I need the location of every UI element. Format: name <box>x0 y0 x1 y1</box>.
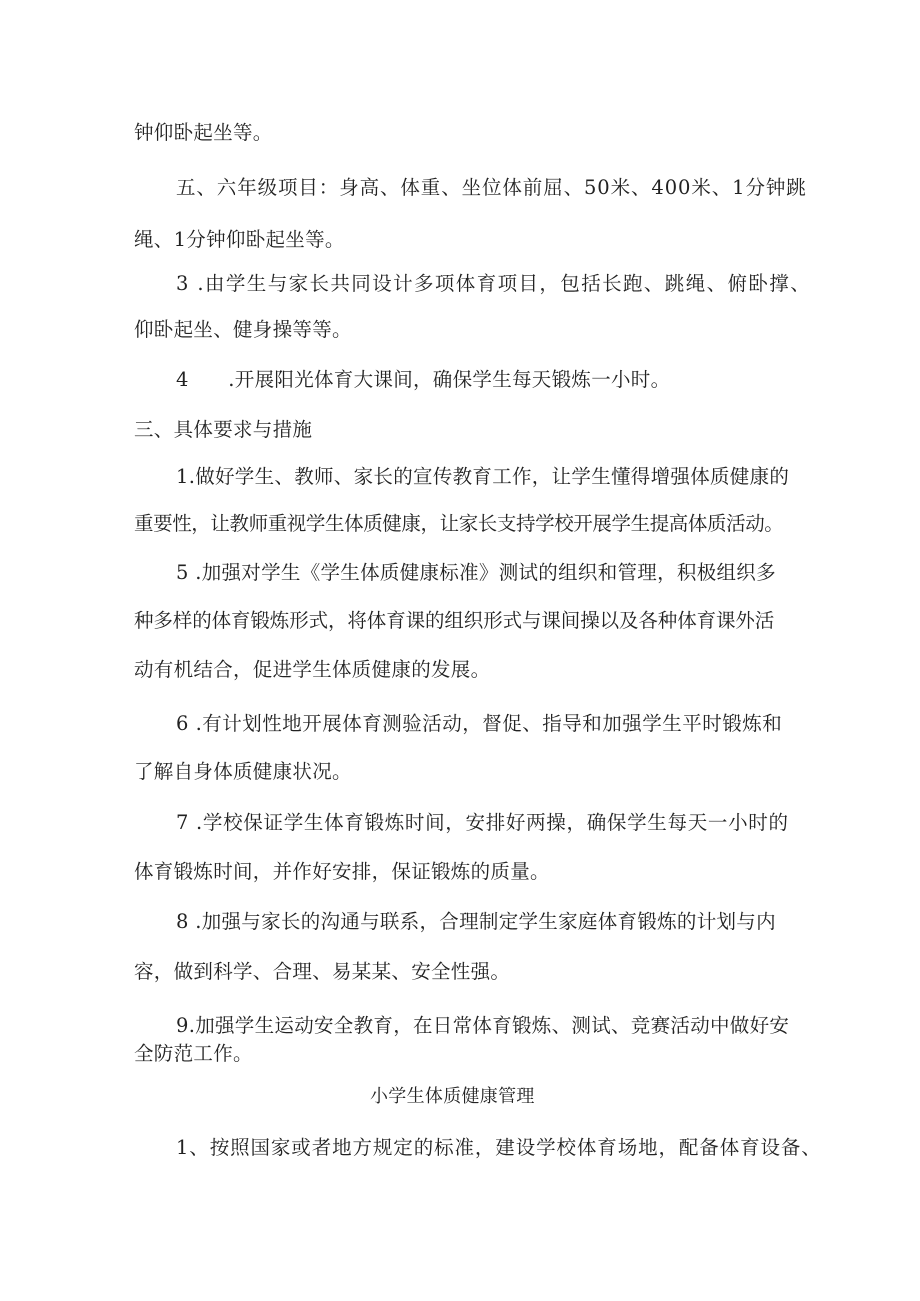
text-line: 重要性，让教师重视学生体质健康，让家长支持学校开展学生提高体质活动。 <box>134 512 784 535</box>
text-line: 6 .有计划性地开展体育测验活动，督促、指导和加强学生平时锻炼和 <box>176 712 783 735</box>
text-line: 4 .开展阳光体育大课间，确保学生每天锻炼一小时。 <box>176 368 671 391</box>
section-heading: 三、具体要求与措施 <box>134 418 313 441</box>
text-line: 仰卧起坐、健身操等等。 <box>134 318 352 341</box>
text-line: 种多样的体育锻炼形式，将体育课的组织形式与课间操以及各种体育课外活 <box>134 609 775 632</box>
text-line: 5 .加强对学生《学生体质健康标准》测试的组织和管理，积极组织多 <box>176 561 776 584</box>
text-line: 动有机结合，促进学生体质健康的发展。 <box>134 658 491 681</box>
text-line: 8 .加强与家长的沟通与联系，合理制定学生家庭体育锻炼的计划与内 <box>176 910 776 933</box>
text-line: 容，做到科学、合理、易某某、安全性强。 <box>134 960 511 983</box>
text-line: 钟仰卧起坐等。 <box>134 121 273 144</box>
text-line: 1、按照国家或者地方规定的标准，建设学校体育场地，配备体育设备、 <box>176 1136 822 1159</box>
document-title: 小学生体质健康管理 <box>370 1086 535 1107</box>
text-line: 9.加强学生运动安全教育，在日常体育锻炼、测试、竞赛活动中做好安 <box>176 1014 790 1037</box>
text-line: 绳、1分钟仰卧起坐等。 <box>134 228 345 251</box>
text-line: 1.做好学生、教师、家长的宣传教育工作，让学生懂得增强体质健康的 <box>176 465 790 488</box>
text-line: 全防范工作。 <box>134 1042 253 1065</box>
text-line: 3 .由学生与家长共同设计多项体育项目，包括长跑、跳绳、俯卧撑、 <box>176 272 812 295</box>
text-line: 五、六年级项目：身高、体重、坐位体前屈、50米、400米、1分钟跳 <box>176 176 807 199</box>
text-line: 7 .学校保证学生体育锻炼时间，安排好两操，确保学生每天一小时的 <box>176 811 789 834</box>
text-line: 了解自身体质健康状况。 <box>134 760 352 783</box>
text-line: 体育锻炼时间，并作好安排，保证锻炼的质量。 <box>134 860 550 883</box>
